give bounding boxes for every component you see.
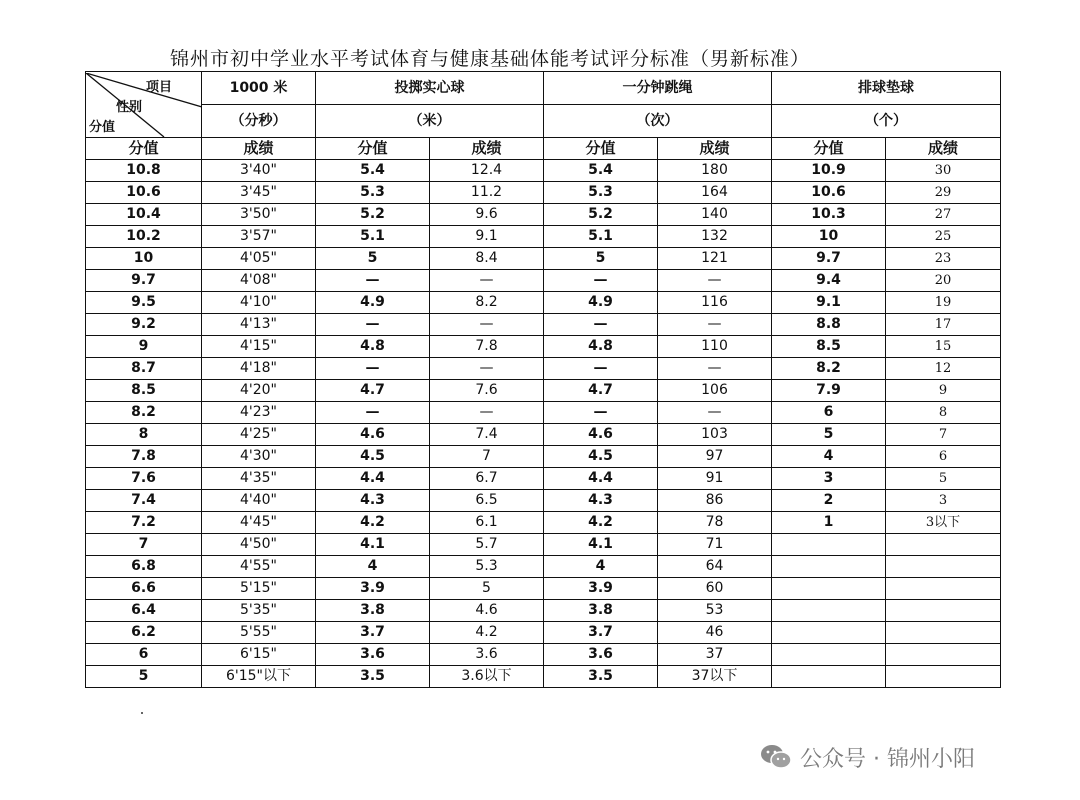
score-cell: 10	[772, 226, 886, 248]
result-cell: 30	[886, 160, 1001, 182]
score-cell: 9.4	[772, 270, 886, 292]
score-cell: 10.2	[86, 226, 202, 248]
score-cell: 5	[316, 248, 430, 270]
result-cell: 7.6	[430, 380, 544, 402]
event-unit-shot-put: （米）	[316, 105, 544, 138]
score-cell: 3.6	[316, 644, 430, 666]
score-cell: —	[316, 358, 430, 380]
column-label-row	[86, 138, 1001, 160]
score-cell: 9	[86, 336, 202, 358]
result-cell: 103	[658, 424, 772, 446]
score-cell: 4.8	[544, 336, 658, 358]
score-cell: 4	[772, 446, 886, 468]
result-cell: 86	[658, 490, 772, 512]
score-cell: 4.5	[544, 446, 658, 468]
table-row	[86, 314, 1001, 336]
score-cell: 10.6	[772, 182, 886, 204]
result-cell: —	[430, 314, 544, 336]
result-cell: 91	[658, 468, 772, 490]
score-cell: 8.7	[86, 358, 202, 380]
result-cell: 37	[658, 644, 772, 666]
result-cell: —	[430, 270, 544, 292]
result-cell: 23	[886, 248, 1001, 270]
score-cell: 8	[86, 424, 202, 446]
score-cell: 9.7	[772, 248, 886, 270]
result-cell: 3以下	[886, 512, 1001, 534]
score-cell: —	[316, 314, 430, 336]
result-cell: 4'08"	[202, 270, 316, 292]
col-label: 分值	[86, 138, 202, 160]
score-cell: 4.9	[544, 292, 658, 314]
scoring-table	[85, 71, 1001, 688]
score-cell: 4.7	[316, 380, 430, 402]
score-cell: 4	[544, 556, 658, 578]
table-row	[86, 578, 1001, 600]
result-cell: 5'55"	[202, 622, 316, 644]
score-cell: 4.1	[316, 534, 430, 556]
score-cell: 4.2	[316, 512, 430, 534]
header-row-events	[86, 72, 1001, 105]
score-cell: 4.4	[316, 468, 430, 490]
result-cell: 4'18"	[202, 358, 316, 380]
table-row	[86, 490, 1001, 512]
score-cell: 8.2	[86, 402, 202, 424]
result-cell: 5'15"	[202, 578, 316, 600]
score-cell: 4.9	[316, 292, 430, 314]
table-row	[86, 182, 1001, 204]
score-cell: 5.1	[316, 226, 430, 248]
result-cell: 7.4	[430, 424, 544, 446]
corner-item-label: 项目	[146, 79, 173, 95]
col-label: 成绩	[202, 138, 316, 160]
score-cell	[772, 600, 886, 622]
event-name-shot-put: 投掷实心球	[316, 72, 544, 105]
wechat-icon	[760, 743, 792, 771]
result-cell: 5'35"	[202, 600, 316, 622]
score-cell: 3.9	[544, 578, 658, 600]
result-cell: 4.2	[430, 622, 544, 644]
score-cell	[772, 666, 886, 688]
score-cell	[772, 556, 886, 578]
result-cell: 4'13"	[202, 314, 316, 336]
score-cell: 5	[544, 248, 658, 270]
col-label: 分值	[772, 138, 886, 160]
score-cell: 10.9	[772, 160, 886, 182]
result-cell	[886, 578, 1001, 600]
score-cell: 7.2	[86, 512, 202, 534]
table-row	[86, 600, 1001, 622]
score-cell: 7.6	[86, 468, 202, 490]
result-cell: 3.6	[430, 644, 544, 666]
result-cell: 11.2	[430, 182, 544, 204]
score-cell: 4.3	[316, 490, 430, 512]
result-cell: 9.6	[430, 204, 544, 226]
score-cell: 3.9	[316, 578, 430, 600]
result-cell: 4'55"	[202, 556, 316, 578]
result-cell: 4'35"	[202, 468, 316, 490]
result-cell: 7	[886, 424, 1001, 446]
event-unit-rope-skip: （次）	[544, 105, 772, 138]
result-cell: 6.5	[430, 490, 544, 512]
result-cell: 140	[658, 204, 772, 226]
score-cell: 4.3	[544, 490, 658, 512]
score-cell: 5.4	[544, 160, 658, 182]
table-row	[86, 358, 1001, 380]
table-row	[86, 380, 1001, 402]
result-cell: 37以下	[658, 666, 772, 688]
result-cell: 71	[658, 534, 772, 556]
result-cell: 53	[658, 600, 772, 622]
score-cell: 3.8	[544, 600, 658, 622]
score-cell: 7.4	[86, 490, 202, 512]
result-cell: 4'10"	[202, 292, 316, 314]
result-cell: 5	[430, 578, 544, 600]
score-cell: 9.7	[86, 270, 202, 292]
page-title: 锦州市初中学业水平考试体育与健康基础体能考试评分标准（男新标准）	[170, 48, 811, 70]
score-cell: 4.8	[316, 336, 430, 358]
score-cell: 9.1	[772, 292, 886, 314]
result-cell: 4'40"	[202, 490, 316, 512]
result-cell: 6'15"	[202, 644, 316, 666]
table-row	[86, 226, 1001, 248]
score-cell: 3.7	[316, 622, 430, 644]
score-cell: 6	[772, 402, 886, 424]
table-row	[86, 248, 1001, 270]
result-cell: 3'40"	[202, 160, 316, 182]
score-cell: —	[316, 270, 430, 292]
event-unit-volleyball: （个）	[772, 105, 1001, 138]
corner-gender-label: 性别	[116, 99, 143, 115]
score-cell: 3.5	[316, 666, 430, 688]
result-cell: 4'45"	[202, 512, 316, 534]
score-cell	[772, 644, 886, 666]
result-cell: 4'15"	[202, 336, 316, 358]
result-cell	[886, 644, 1001, 666]
result-cell: 27	[886, 204, 1001, 226]
score-cell: 2	[772, 490, 886, 512]
result-cell: —	[658, 314, 772, 336]
score-cell: 10.8	[86, 160, 202, 182]
score-cell: 6.6	[86, 578, 202, 600]
score-cell: —	[544, 270, 658, 292]
result-cell	[886, 556, 1001, 578]
score-cell: 9.5	[86, 292, 202, 314]
score-cell: 10.3	[772, 204, 886, 226]
score-cell	[772, 578, 886, 600]
score-cell: 3.8	[316, 600, 430, 622]
score-cell: 7	[86, 534, 202, 556]
result-cell: 5.7	[430, 534, 544, 556]
result-cell: 3'57"	[202, 226, 316, 248]
result-cell	[886, 600, 1001, 622]
score-cell: 4.4	[544, 468, 658, 490]
result-cell: 110	[658, 336, 772, 358]
score-cell: 3	[772, 468, 886, 490]
score-cell	[772, 534, 886, 556]
score-cell: 3.7	[544, 622, 658, 644]
table-row	[86, 336, 1001, 358]
score-cell: 4.2	[544, 512, 658, 534]
score-cell: 6	[86, 644, 202, 666]
score-cell: —	[316, 402, 430, 424]
score-cell: 5.1	[544, 226, 658, 248]
result-cell: 4'50"	[202, 534, 316, 556]
score-cell: 10	[86, 248, 202, 270]
score-cell: 4.6	[544, 424, 658, 446]
score-cell: 4.5	[316, 446, 430, 468]
result-cell: 4'30"	[202, 446, 316, 468]
score-cell: 9.2	[86, 314, 202, 336]
result-cell: 8.4	[430, 248, 544, 270]
score-cell: 8.8	[772, 314, 886, 336]
watermark	[760, 740, 975, 774]
result-cell: 7	[430, 446, 544, 468]
scan-dot	[141, 712, 143, 714]
score-cell: 5.4	[316, 160, 430, 182]
score-cell: 1	[772, 512, 886, 534]
result-cell: 64	[658, 556, 772, 578]
result-cell: 6.1	[430, 512, 544, 534]
score-cell: 10.6	[86, 182, 202, 204]
score-cell: 4.7	[544, 380, 658, 402]
score-cell: 7.8	[86, 446, 202, 468]
result-cell: —	[658, 402, 772, 424]
result-cell: —	[430, 402, 544, 424]
result-cell: 106	[658, 380, 772, 402]
score-cell: 8.5	[86, 380, 202, 402]
result-cell: 3	[886, 490, 1001, 512]
result-cell: 164	[658, 182, 772, 204]
col-label: 成绩	[658, 138, 772, 160]
result-cell: 46	[658, 622, 772, 644]
score-cell	[772, 622, 886, 644]
header-row-units	[86, 105, 1001, 138]
table-row	[86, 468, 1001, 490]
watermark-text: 公众号 · 锦州小阳	[800, 746, 975, 772]
result-cell: 78	[658, 512, 772, 534]
result-cell: 3'50"	[202, 204, 316, 226]
result-cell: 15	[886, 336, 1001, 358]
result-cell: 9	[886, 380, 1001, 402]
score-cell: —	[544, 402, 658, 424]
event-name-1000m: 1000 米	[202, 72, 316, 105]
col-label: 成绩	[886, 138, 1001, 160]
result-cell: 132	[658, 226, 772, 248]
result-cell: 6.7	[430, 468, 544, 490]
result-cell: 9.1	[430, 226, 544, 248]
table-row	[86, 270, 1001, 292]
score-cell: 6.2	[86, 622, 202, 644]
result-cell	[886, 622, 1001, 644]
result-cell: 3'45"	[202, 182, 316, 204]
result-cell: 97	[658, 446, 772, 468]
result-cell: 6	[886, 446, 1001, 468]
score-cell: 5.3	[316, 182, 430, 204]
result-cell: 17	[886, 314, 1001, 336]
result-cell	[886, 534, 1001, 556]
score-cell: 4.1	[544, 534, 658, 556]
score-cell: 5.2	[544, 204, 658, 226]
table-row	[86, 512, 1001, 534]
col-label: 分值	[316, 138, 430, 160]
score-cell: 5.2	[316, 204, 430, 226]
score-cell: 4.6	[316, 424, 430, 446]
table-row	[86, 556, 1001, 578]
score-cell: 5.3	[544, 182, 658, 204]
score-cell: 6.8	[86, 556, 202, 578]
result-cell: 8.2	[430, 292, 544, 314]
result-cell: 5.3	[430, 556, 544, 578]
table-row	[86, 644, 1001, 666]
score-cell: 7.9	[772, 380, 886, 402]
result-cell: 25	[886, 226, 1001, 248]
corner-score-label: 分值	[89, 119, 116, 135]
result-cell: 4.6	[430, 600, 544, 622]
result-cell: 19	[886, 292, 1001, 314]
score-cell: 6.4	[86, 600, 202, 622]
result-cell: 3.6以下	[430, 666, 544, 688]
table-row	[86, 204, 1001, 226]
result-cell: 5	[886, 468, 1001, 490]
score-cell: 8.5	[772, 336, 886, 358]
score-cell: 10.4	[86, 204, 202, 226]
table-row	[86, 292, 1001, 314]
score-cell: 3.6	[544, 644, 658, 666]
result-cell: 4'25"	[202, 424, 316, 446]
table-row	[86, 446, 1001, 468]
result-cell: 180	[658, 160, 772, 182]
col-label: 成绩	[430, 138, 544, 160]
table-row	[86, 534, 1001, 556]
score-cell: —	[544, 358, 658, 380]
event-name-volleyball: 排球垫球	[772, 72, 1001, 105]
result-cell: 12	[886, 358, 1001, 380]
result-cell: 4'05"	[202, 248, 316, 270]
result-cell: 29	[886, 182, 1001, 204]
result-cell: 12.4	[430, 160, 544, 182]
result-cell: 121	[658, 248, 772, 270]
score-cell: 5	[772, 424, 886, 446]
result-cell: 60	[658, 578, 772, 600]
score-cell: 8.2	[772, 358, 886, 380]
result-cell: 116	[658, 292, 772, 314]
table-row	[86, 424, 1001, 446]
table-row	[86, 160, 1001, 182]
result-cell: 4'23"	[202, 402, 316, 424]
score-cell: —	[544, 314, 658, 336]
result-cell: 20	[886, 270, 1001, 292]
event-name-rope-skip: 一分钟跳绳	[544, 72, 772, 105]
score-cell: 5	[86, 666, 202, 688]
header-corner-cell	[86, 72, 202, 138]
table-row	[86, 622, 1001, 644]
col-label: 分值	[544, 138, 658, 160]
table-row	[86, 666, 1001, 688]
result-cell: —	[658, 270, 772, 292]
table-row	[86, 402, 1001, 424]
result-cell: 4'20"	[202, 380, 316, 402]
result-cell: —	[430, 358, 544, 380]
result-cell	[886, 666, 1001, 688]
result-cell: 8	[886, 402, 1001, 424]
result-cell: 6'15"以下	[202, 666, 316, 688]
event-unit-1000m: （分秒）	[202, 105, 316, 138]
score-cell: 4	[316, 556, 430, 578]
result-cell: 7.8	[430, 336, 544, 358]
score-cell: 3.5	[544, 666, 658, 688]
result-cell: —	[658, 358, 772, 380]
